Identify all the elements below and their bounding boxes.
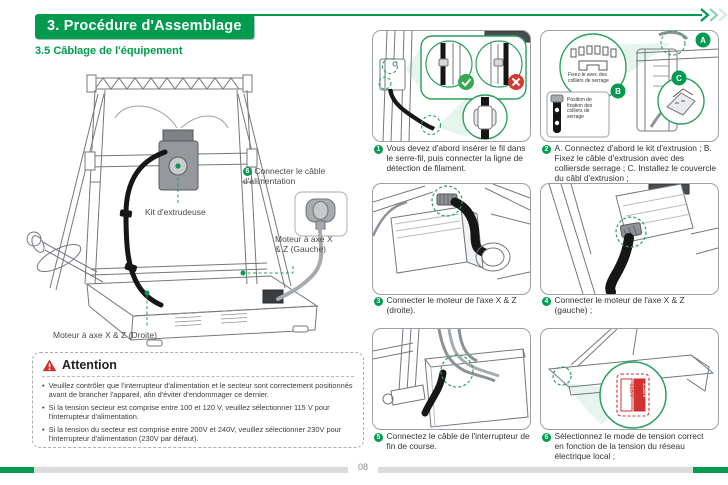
svg-text:C: C bbox=[676, 74, 682, 83]
attention-item: • Veuillez contrôler que l'interrupteur d'alimentation et le secteur sont correctement positionnés avant de brancher l'appareil, afin d'éviter d'endommager ce dernier. bbox=[42, 381, 353, 400]
step-4-number: 4 bbox=[542, 297, 551, 306]
step-6-caption: 6 Sélectionnez le mode de tension correct en fonction de la tension du réseau électrique local ; bbox=[542, 432, 714, 462]
footer-bar-left bbox=[34, 467, 348, 473]
printer-wiring-diagram bbox=[25, 62, 375, 354]
badge-a bbox=[696, 33, 711, 48]
step-5-caption: 5 Connectez le câble de l'interrupteur de fin de course. bbox=[374, 432, 534, 452]
section-title: 3. Procédure d'Assemblage bbox=[35, 14, 254, 39]
motor-left-label: Moteur à axe X & Z (Gauche) bbox=[275, 234, 333, 255]
footer-accent-right bbox=[693, 467, 728, 473]
clamp-position-note: Position de fixation des colliers de serrage bbox=[567, 97, 593, 120]
badge-c bbox=[672, 71, 687, 86]
step-5-figure bbox=[372, 328, 531, 430]
step-4-caption: 4 Connecter le moteur de l'axe X & Z (gauche) ; bbox=[542, 296, 702, 316]
step-4-figure bbox=[540, 183, 719, 295]
step-2-figure bbox=[540, 30, 719, 142]
cross-icon bbox=[508, 74, 524, 90]
power-cable-label: 6 Connecter le câble d'alimentation bbox=[243, 166, 326, 187]
step-1-number: 1 bbox=[374, 145, 383, 154]
svg-text:A: A bbox=[700, 36, 706, 45]
page-number: 08 bbox=[357, 462, 368, 472]
step-2-caption: 2 A. Connectez d'abord le kit d'extrusion ; B. Fixez le câble d'extrusion avec des colliersde serrage ; C. Installez le couvercle du câbl d'extrusion ; bbox=[542, 144, 720, 184]
step-1-art bbox=[373, 31, 530, 141]
step-3-art bbox=[373, 184, 530, 294]
step-3-number: 3 bbox=[374, 297, 383, 306]
step-6-number: 6 bbox=[542, 433, 551, 442]
step-1-figure bbox=[372, 30, 531, 142]
step-4-art bbox=[541, 184, 718, 294]
voltage-115-label: 115V bbox=[628, 383, 635, 398]
attention-item: • Si la tension secteur est comprise entre 100 et 120 V, veuillez sélectionner 115 V pour l'interrupteur d'alimentation. bbox=[42, 402, 330, 422]
chevrons-icon bbox=[700, 7, 728, 23]
step-6-marker: 6 bbox=[243, 167, 252, 176]
attention-box bbox=[32, 352, 364, 448]
step-2-number: 2 bbox=[542, 145, 551, 154]
step-3-caption: 3 Connecter le moteur de l'axe X & Z (droite). bbox=[374, 296, 524, 316]
step-5-number: 5 bbox=[374, 433, 383, 442]
step-5-art bbox=[373, 329, 530, 429]
step-1-caption: 1 Vous devez d'abord insérer le fil dans le serre-fil, puis connecter la ligne de détection de filament. bbox=[374, 144, 534, 174]
svg-text:B: B bbox=[615, 87, 621, 96]
attention-title: Attention bbox=[62, 358, 117, 372]
step-3-figure bbox=[372, 183, 531, 295]
divider bbox=[42, 376, 354, 377]
voltage-230-label: 230V bbox=[641, 383, 648, 399]
subsection-title: 3.5 Câblage de l'équipement bbox=[35, 45, 183, 57]
footer-bar-right bbox=[378, 467, 693, 473]
step-2-art bbox=[541, 31, 718, 141]
extruder-kit-label: Kit d'extrudeuse bbox=[145, 207, 206, 217]
badge-b bbox=[611, 84, 626, 99]
warning-icon bbox=[42, 359, 57, 372]
footer-accent-left bbox=[0, 467, 34, 473]
step-6-art bbox=[541, 329, 718, 429]
step-6-figure bbox=[540, 328, 719, 430]
attention-item: • Si la tension du secteur est comprise entre 200V et 240V, veuillez sélectionner 230V pour l'interrupteur d'alimentation (230V par défaut). bbox=[42, 424, 342, 444]
motor-right-label: Moteur à axe X & Z (Droite) bbox=[53, 330, 157, 340]
clamp-note: Fixez-le avec des colliers de serrage bbox=[568, 72, 609, 84]
check-icon bbox=[458, 74, 474, 90]
